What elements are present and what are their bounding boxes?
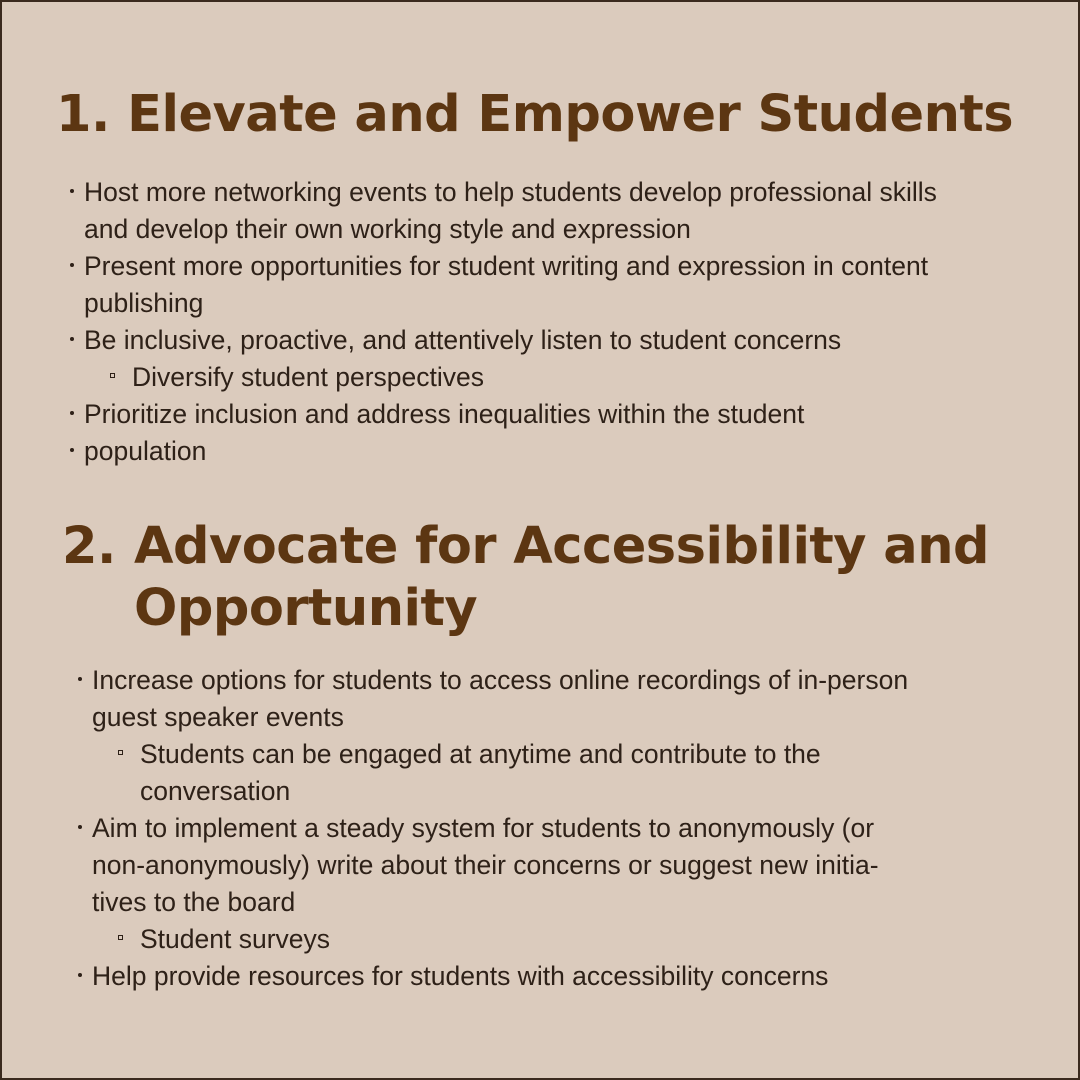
list-item-text: Prioritize inclusion and address inequalities within the student [84, 399, 805, 429]
sub-list-item-text: Students can be engaged at anytime and contribute to the [140, 739, 821, 769]
list-item [70, 396, 937, 433]
list-item [70, 322, 937, 359]
section-2-title-line-1: Advocate for Accessibility and [134, 517, 990, 576]
section-1-number: 1. [56, 85, 110, 144]
list-item-text: publishing [84, 288, 204, 318]
list-item-text: Increase options for students to access online recordings of in-person [92, 665, 909, 695]
section-1-title: Elevate and Empower Students [127, 85, 1014, 144]
list-item-text: population [84, 436, 207, 466]
section-2-number: 2. [62, 517, 116, 576]
section-2-list [78, 662, 908, 995]
list-item-text: non-anonymously) write about their concerns or suggest new initia- [92, 850, 879, 880]
list-item [78, 810, 908, 921]
section-1-list [70, 174, 937, 470]
bullet-square [118, 750, 123, 755]
bullet-dot [70, 263, 74, 267]
list-item [78, 662, 908, 736]
list-item-text: guest speaker events [92, 702, 344, 732]
bullet-dot [70, 411, 74, 415]
list-item-text: and develop their own working style and expression [84, 214, 691, 244]
list-item-text: Be inclusive, proactive, and attentively listen to student concerns [84, 325, 842, 355]
list-item-text: Aim to implement a steady system for students to anonymously (or [92, 813, 875, 843]
bullet-square [118, 935, 123, 940]
bullet-dot [78, 825, 82, 829]
sub-list-item-text: conversation [140, 776, 291, 806]
list-item-text: Host more networking events to help students develop professional skills [84, 177, 937, 207]
list-item-text: tives to the board [92, 887, 296, 917]
bullet-dot [78, 677, 82, 681]
bullet-dot [78, 973, 82, 977]
section-1-heading [56, 84, 1013, 146]
list-item [70, 248, 937, 322]
section-2-title-line-2: Opportunity [134, 579, 478, 638]
bullet-dot [70, 448, 74, 452]
list-item-text: Help provide resources for students with accessibility concerns [92, 961, 829, 991]
sub-list-item-text: Diversify student perspectives [132, 362, 485, 392]
sub-list-item [78, 736, 908, 810]
sub-list-item [78, 921, 908, 958]
list-item-text: Present more opportunities for student writing and expression in content [84, 251, 929, 281]
sub-list-item-text: Student surveys [140, 924, 331, 954]
list-item [70, 433, 937, 470]
bullet-dot [70, 189, 74, 193]
sub-list-item [70, 359, 937, 396]
bullet-dot [70, 337, 74, 341]
list-item [70, 174, 937, 248]
list-item [78, 958, 908, 995]
bullet-square [110, 373, 115, 378]
